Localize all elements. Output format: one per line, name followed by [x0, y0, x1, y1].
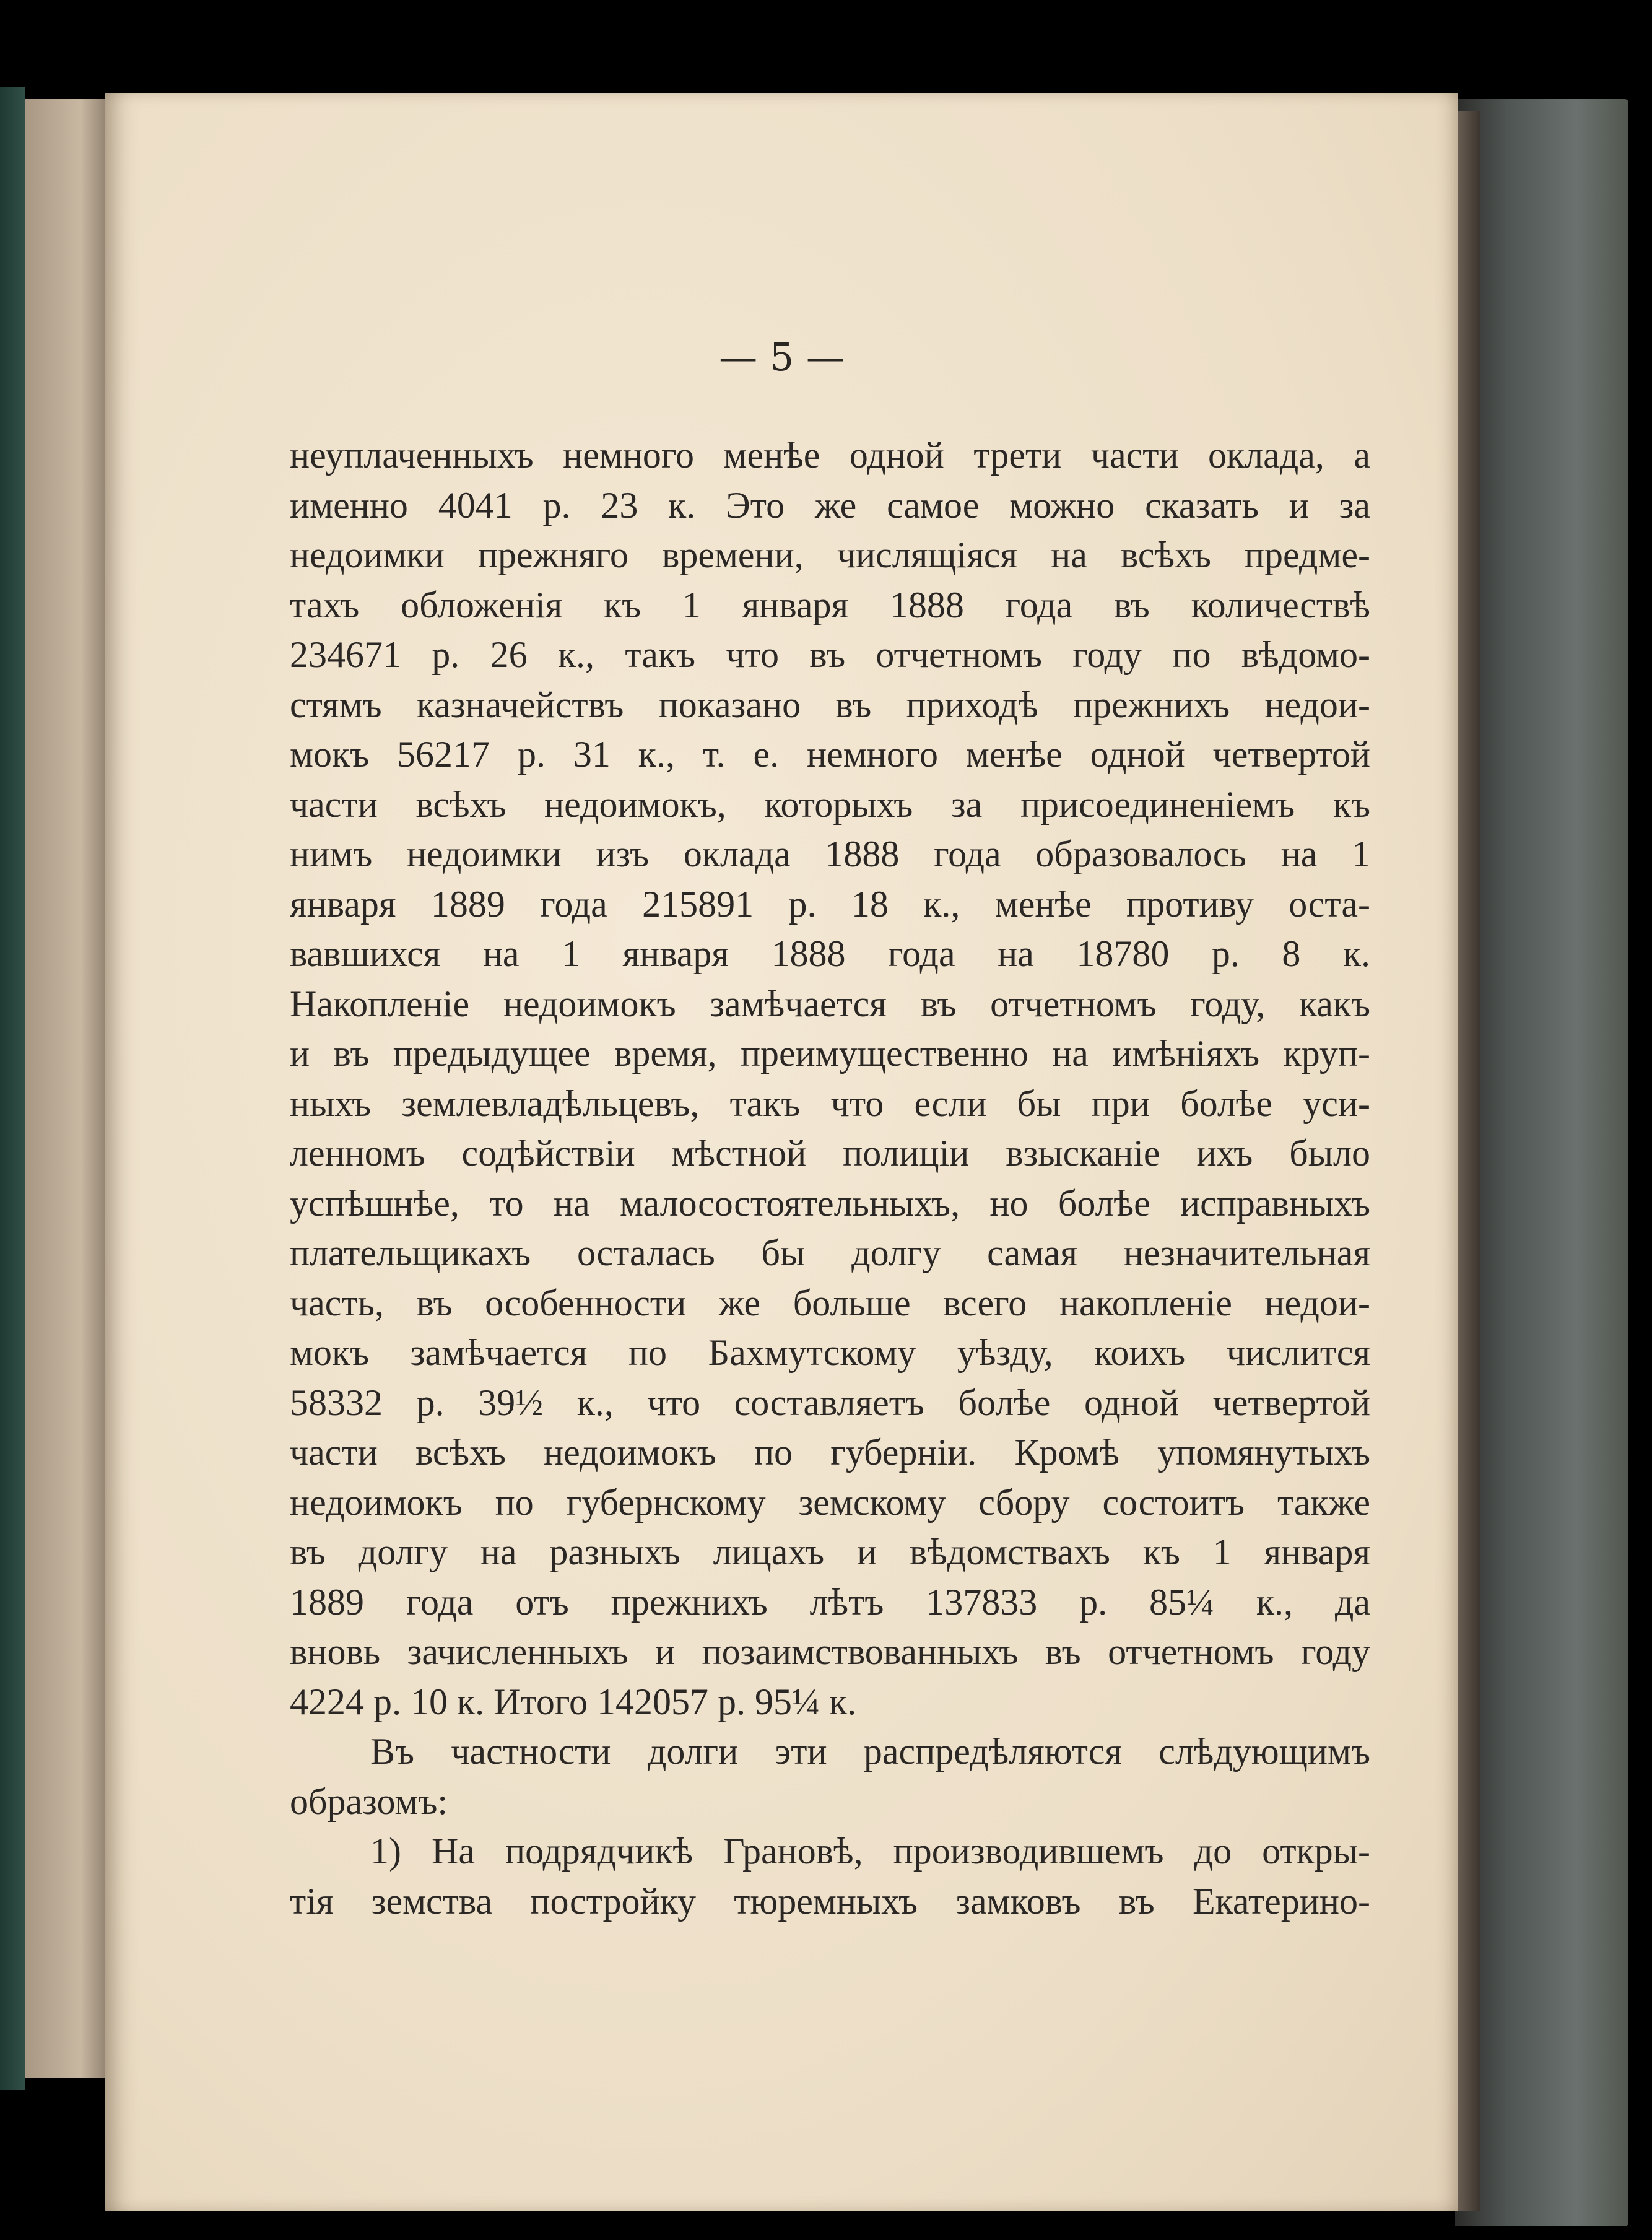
text-line: тія земства постройку тюремныхъ замковъ въ Екатерино- — [290, 1880, 1370, 1922]
text-line: 1) На подрядчикѣ Грановѣ, производившемъ до откры- — [370, 1831, 1370, 1872]
text-line: мокъ 56217 р. 31 к., т. е. немного менѣе одной четвертой — [290, 734, 1370, 775]
text-line: января 1889 года 215891 р. 18 к., менѣе противу оста- — [290, 883, 1370, 925]
text-line: недоимки прежняго времени, числящіяся на всѣхъ предме- — [290, 534, 1370, 575]
text-line: 234671 р. 26 к., такъ что въ отчетномъ году по вѣдомо- — [290, 634, 1370, 675]
text-line: неуплаченныхъ немного менѣе одной трети части оклада, а — [290, 435, 1370, 476]
text-line: Накопленіе недоимокъ замѣчается въ отчетномъ году, какъ — [290, 983, 1370, 1024]
text-line: именно 4041 р. 23 к. Это же самое можно сказать и за — [290, 484, 1370, 526]
text-line: 4224 р. 10 к. Итого 142057 р. 95¼ к. — [290, 1681, 857, 1722]
book-page — [105, 93, 1458, 2211]
text-line: 1889 года отъ прежнихъ лѣтъ 137833 р. 85¼ к., да — [290, 1581, 1370, 1623]
text-line: недоимокъ по губернскому земскому сбору состоитъ также — [290, 1481, 1370, 1523]
text-line: Въ частности долги эти распредѣляются слѣдующимъ — [370, 1731, 1370, 1772]
right-page-edge — [1455, 111, 1480, 2211]
text-line: 58332 р. 39½ к., что составляетъ болѣе одной четвертой — [290, 1382, 1370, 1423]
text-line: ленномъ содѣйствіи мѣстной полиціи взысканіе ихъ было — [290, 1133, 1370, 1174]
page-text — [290, 430, 1370, 1926]
text-line: въ долгу на разныхъ лицахъ и вѣдомствахъ къ 1 января — [290, 1532, 1370, 1572]
text-line: часть, въ особенности же больше всего накопленіе недои- — [290, 1282, 1370, 1323]
page-number: — 5 — — [719, 334, 845, 380]
text-line: вавшихся на 1 января 1888 года на 18780 р. 8 к. — [290, 933, 1370, 974]
text-line: стямъ казначействъ показано въ приходѣ прежнихъ недои- — [290, 684, 1370, 725]
text-line: и въ предыдущее время, преимущественно на имѣніяхъ круп- — [290, 1033, 1370, 1074]
text-line: образомъ: — [290, 1780, 448, 1822]
text-line: успѣшнѣе, то на малосостоятельныхъ, но болѣе исправныхъ — [290, 1182, 1370, 1224]
text-line: вновь зачисленныхъ и позаимствованныхъ въ отчетномъ году — [290, 1631, 1370, 1672]
text-line: части всѣхъ недоимокъ, которыхъ за присоединеніемъ къ — [290, 783, 1370, 825]
text-line: нимъ недоимки изъ оклада 1888 года образовалось на 1 — [290, 834, 1370, 874]
right-book-cover — [1455, 99, 1628, 2226]
text-line: плательщикахъ осталась бы долгу самая незначительная — [290, 1232, 1370, 1273]
paragraph-1 — [290, 430, 1370, 1727]
left-page-edge — [25, 99, 118, 2078]
paragraph-3 — [290, 1826, 1370, 1926]
text-line: тахъ обложенія къ 1 января 1888 года въ количествѣ — [290, 584, 1370, 625]
text-line: части всѣхъ недоимокъ по губерніи. Кромѣ упомянутыхъ — [290, 1432, 1370, 1473]
text-line: ныхъ землевладѣльцевъ, такъ что если бы при болѣе уси- — [290, 1083, 1370, 1124]
paragraph-2 — [290, 1727, 1370, 1826]
left-book-cover — [0, 87, 25, 2090]
text-line: мокъ замѣчается по Бахмутскому уѣзду, коихъ числится — [290, 1332, 1370, 1373]
